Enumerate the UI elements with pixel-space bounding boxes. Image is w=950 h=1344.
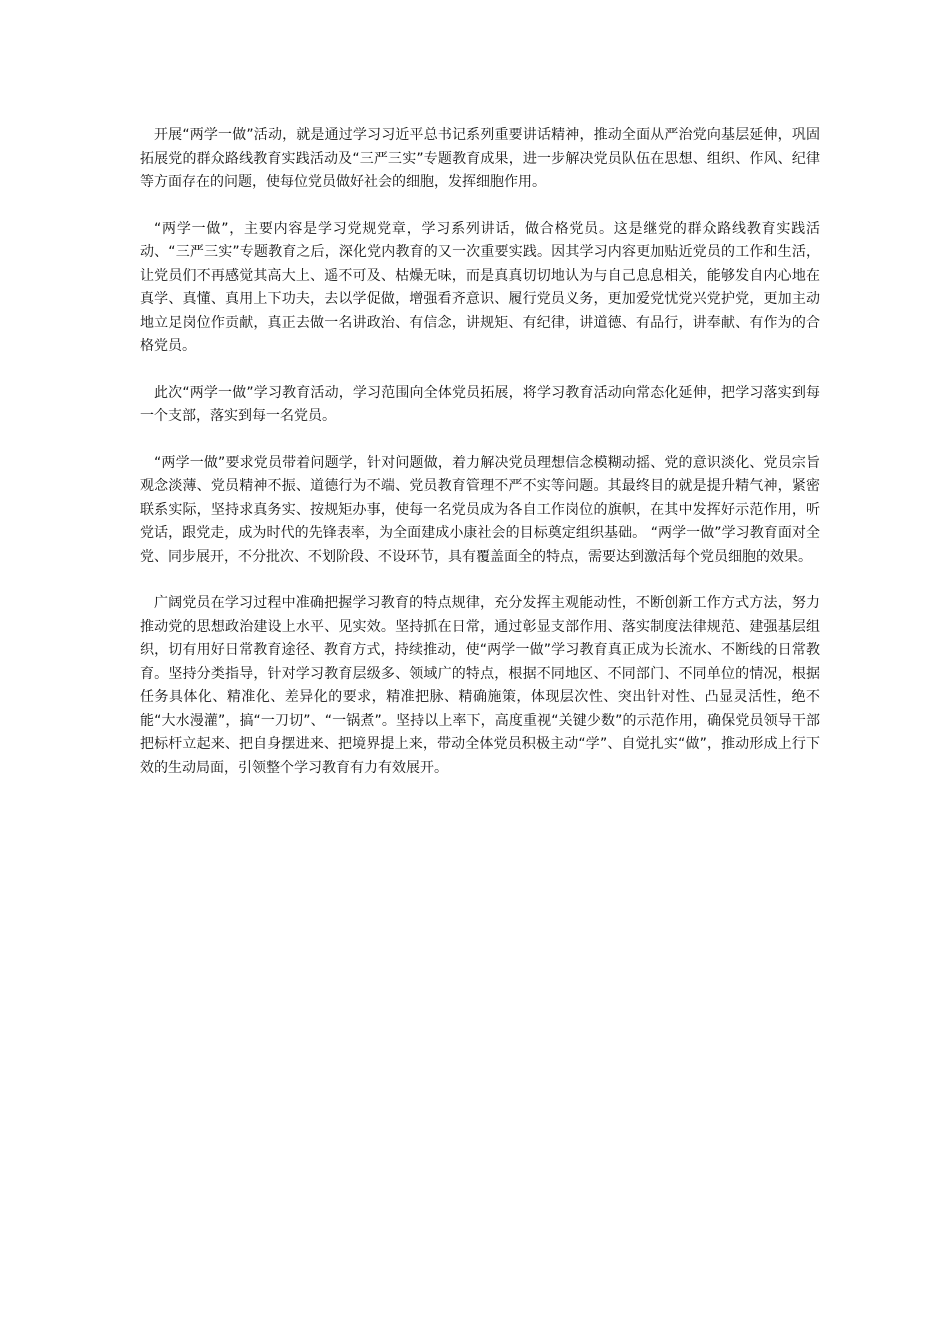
document-body bbox=[140, 124, 820, 803]
paragraph-scope: 此次“两学一做”学习教育活动，学习范围向全体党员拓展，将学习教育活动向常态化延伸，把学习落实到每一个支部，落实到每一名党员。 bbox=[140, 384, 820, 424]
paragraph-intro: 开展“两学一做”活动，就是通过学习习近平总书记系列重要讲话精神，推动全面从严治党向基层延伸，巩固拓展党的群众路线教育实践活动及“三严三实”专题教育成果，进一步解决党员队伍在思想、组织、作风、纪律等方面存在的问题，使每位党员做好社会的细胞，发挥细胞作用。 bbox=[140, 127, 820, 190]
paragraph-main-content: “两学一做”，主要内容是学习党规党章，学习系列讲话，做合格党员。这是继党的群众路线教育实践活动、“三严三实”专题教育之后，深化党内教育的又一次重要实践。因其学习内容更加贴近党员的工作和生活，让党员们不再感觉其高大上、遥不可及、枯燥无味，而是真真切切地认为与自己息息相关，能够发自内心地在真学、真懂、真用上下功夫，去以学促做，增强看齐意识、履行党员义务，更加爱党忧党兴党护党，更加主动地立足岗位作贡献，真正去做一名讲政治、有信念，讲规矩、有纪律，讲道德、有品行，讲奉献、有作为的合格党员。 bbox=[140, 220, 820, 354]
paragraph-methods: 广阔党员在学习过程中准确把握学习教育的特点规律，充分发挥主观能动性，不断创新工作方式方法，努力推动党的思想政治建设上水平、见实效。坚持抓在日常，通过彰显支部作用、落实制度法律规范、建强基层组织，切有用好日常教育途径、教育方式，持续推动，使“两学一做”学习教育真正成为长流水、不断线的日常教育。坚持分类指导，针对学习教育层级多、领域广的特点，根据不同地区、不同部门、不同单位的情况，根据任务具体化、精准化、差异化的要求，精准把脉、精确施策，体现层次性、突出针对性、凸显灵活性，绝不能“大水漫灌”，搞“一刀切”、“一锅煮”。坚持以上率下，高度重视“关键少数”的示范作用，确保党员领导干部把标杆立起来、把自身摆进来、把境界提上来，带动全体党员积极主动“学”、自觉扎实“做”，推动形成上行下效的生动局面，引领整个学习教育有力有效展开。 bbox=[140, 595, 820, 776]
paragraph-requirements: “两学一做”要求党员带着问题学，针对问题做，着力解决党员理想信念模糊动摇、党的意识淡化、党员宗旨观念淡薄、党员精神不振、道德行为不端、党员教育管理不严不实等问题。其最终目的就是提升精气神，紧密联系实际，坚持求真务实、按规矩办事，使每一名党员成为各自工作岗位的旗帜，在其中发挥好示范作用，听党话，跟党走，成为时代的先锋表率，为全面建成小康社会的目标奠定组织基础。 “两学一做”学习教育面对全党、同步展开，不分批次、不划阶段、不设环节，具有覆盖面全的特点，需要达到激活每个党员细胞的效果。 bbox=[140, 454, 820, 565]
